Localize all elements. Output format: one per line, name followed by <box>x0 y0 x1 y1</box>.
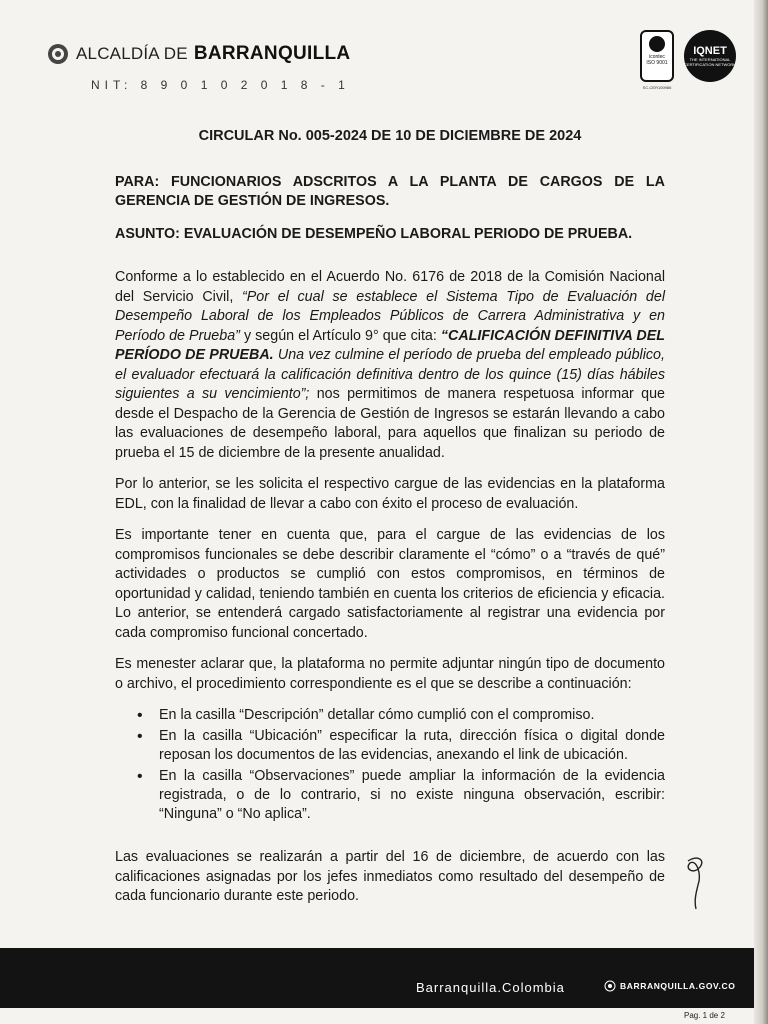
list-item: • En la casilla “Observaciones” puede ampliar la información de la evidencia registrada, o de lo contrario, si no existe ninguna observación, escribir: “Ninguna” o “No aplica”. <box>115 767 665 824</box>
icontec-iso: ISO 9001 <box>646 60 668 66</box>
list-item: • En la casilla “Descripción” detallar cómo cumplió con el compromiso. <box>115 706 665 725</box>
procedure-list <box>115 706 665 824</box>
page-edge-shadow <box>754 0 768 1024</box>
letterhead <box>46 40 746 110</box>
list-item: • En la casilla “Ubicación” especificar la ruta, dirección física o digital donde reposan los documentos de las evidencias, anexando el link de ubicación. <box>115 727 665 765</box>
recipients-line: PARA: FUNCIONARIOS ADSCRITOS A LA PLANTA DE CARGOS DE LA GERENCIA DE GESTIÓN DE INGRESOS. <box>115 174 665 209</box>
document-body <box>115 128 665 919</box>
city-crest-icon <box>46 42 70 66</box>
city-crest-icon <box>604 980 616 992</box>
icontec-name: icontec <box>649 54 665 60</box>
circular-title: CIRCULAR No. 005-2024 DE 10 DE DICIEMBRE DE 2024 <box>198 128 582 144</box>
article-heading: “CALIFICACIÓN DEFINITIVA DEL PERÍODO DE PRUEBA. <box>115 327 665 363</box>
quoted-title: “Por el cual se establece el Sistema Tipo de Evaluación del Desempeño Laboral de los Empleados Públicos de Carrera Administrativa y en Período de Prueba” <box>115 288 665 344</box>
certification-logos <box>640 30 736 90</box>
initial-signature-mark <box>676 853 716 913</box>
article-quote: Una vez culmine el período de prueba del empleado público, el evaluador efectuará la calificación definitiva dentro de los quince (15) días hábiles siguientes a su vencimiento”; <box>115 347 665 402</box>
iqnet-name: IQNET <box>693 45 727 57</box>
paragraph-evidence-instructions: Es importante tener en cuenta que, para el cargue de las evidencias de los compromisos funcionales se debe describir claramente el “cómo” o a “través de qué” actividades o productos se cumplió con estos compromisos, en términos de oportunidad y calidad, teniendo también en cuenta los criterios de eficiencia y eficacia. Lo anterior, se entenderá cargado satisfactoriamente al registrar una evidencia por cada compromiso funcional concertado. <box>115 527 665 641</box>
icontec-certification <box>640 30 674 90</box>
brand-city-name: BARRANQUILLA <box>193 43 351 64</box>
paragraph-procedure: Es menester aclarar que, la plataforma no permite adjuntar ningún tipo de documento o archivo, el procedimiento correspondiente es el que se describe a continuación: <box>115 656 665 692</box>
page-number: Pag. 1 de 2 <box>684 1011 725 1020</box>
footer-website-url: BARRANQUILLA.GOV.CO <box>620 981 736 991</box>
paragraph-request: Por lo anterior, se les solicita el respectivo cargue de las evidencias en la plataforma EDL, con la finalidad de llevar a cabo con éxito el proceso de evaluación. <box>115 476 665 512</box>
brand-logo <box>46 42 350 66</box>
iqnet-certification-logo <box>684 30 736 82</box>
paragraph-intro: Conforme a lo establecido en el Acuerdo No. 6176 de 2018 de la Comisión Nacional del Servicio Civil, “Por el cual se establece el Sistema Tipo de Evaluación del Desempeño Laboral de los Empleados Públicos de Carrera Administrativa y en Período de Prueba” y según el Artículo 9° que cita: “CALIFICACIÓN DEFINITIVA DEL PERÍODO DE PRUEBA. Una vez culmine el período de prueba del empleado público, el evaluador efectuará la calificación definitiva dentro de los quince (15) días hábiles siguientes a su vencimiento”; nos permitimos de manera respetuosa informar que desde el Despacho de la Gerencia de Gestión de Ingresos se estarán llevando a cabo las evaluaciones de desempeño laboral, para aquellos que finalizan su periodo de prueba el 15 de diciembre de la presente anualidad. <box>115 269 665 461</box>
iqnet-subtitle: THE INTERNATIONAL CERTIFICATION NETWORK <box>684 57 736 67</box>
footer-city-site: Barranquilla.Colombia <box>416 980 565 995</box>
icontec-certificate-code: SC-CER100986 <box>642 85 672 90</box>
subject-line: ASUNTO: EVALUACIÓN DE DESEMPEÑO LABORAL PERIODO DE PRUEBA. <box>115 226 633 242</box>
page-footer <box>0 948 754 1008</box>
nit-number: NIT: 8 9 0 1 0 2 0 1 8 - 1 <box>91 78 350 92</box>
footer-website <box>604 980 735 992</box>
brand-prefix: ALCALDÍA DE <box>76 44 188 63</box>
icontec-logo-icon <box>649 36 665 52</box>
paragraph-closing: Las evaluaciones se realizarán a partir del 16 de diciembre, de acuerdo con las calificaciones asignadas por los jefes inmediatos como resultado del desempeño de cada funcionario durante este periodo. <box>115 849 665 904</box>
